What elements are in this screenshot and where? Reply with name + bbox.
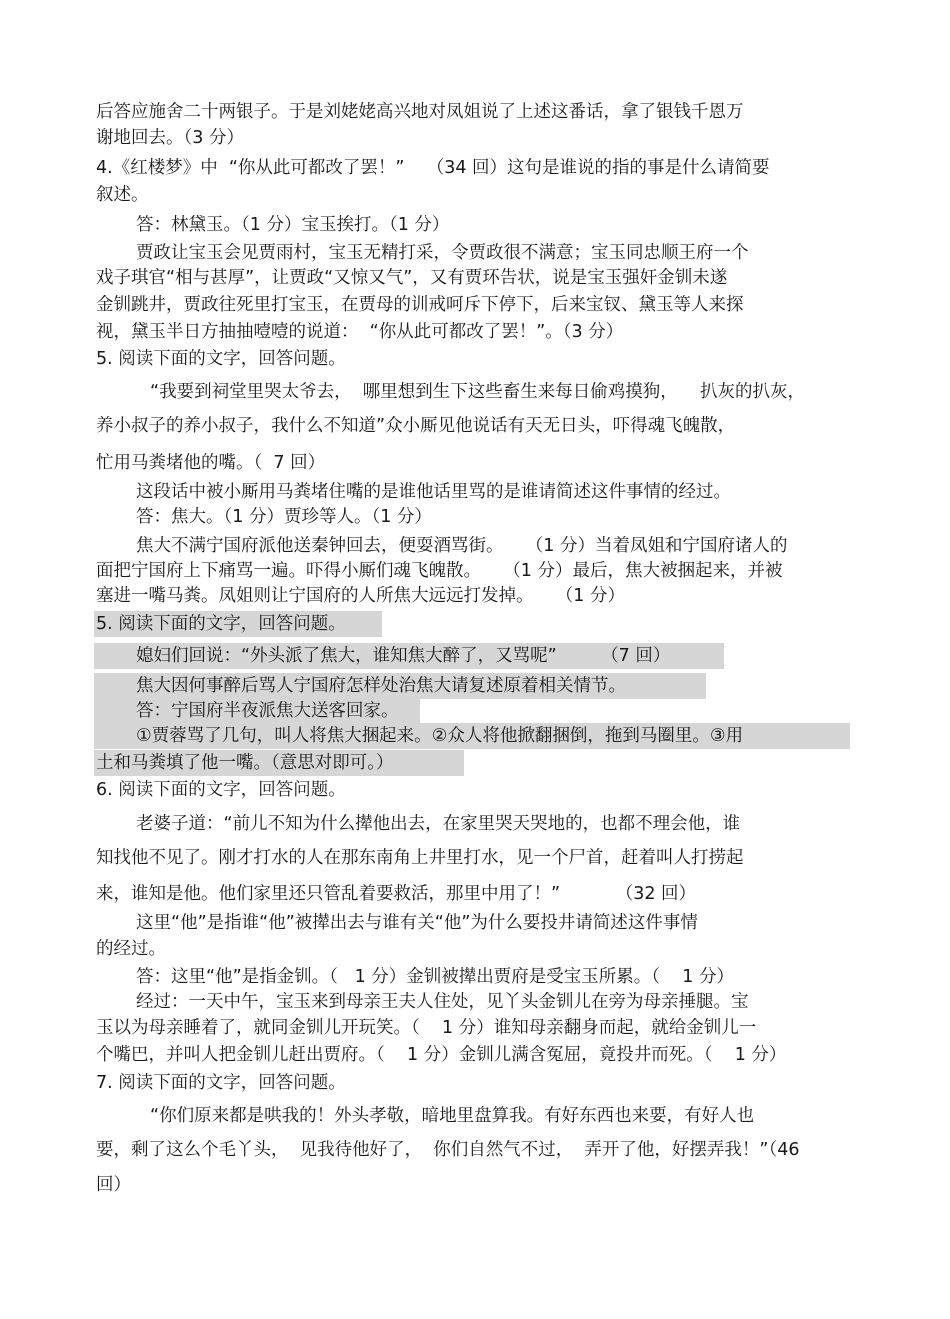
- text-line: 贾政让宝玉会见贾雨村，宝玉无精打采，令贾政很不满意；宝玉同忠顺王府一个: [136, 243, 749, 263]
- quote-line: 老婆子道：“前儿不知为什么撵他出去，在家里哭天哭地的，也都不理会他，谁: [136, 814, 741, 834]
- quote-line: 要，剩了这么个毛丫头， 见我待他好了， 你们自然气不过， 弄开了他，好摆弄我！”（46: [96, 1140, 800, 1160]
- text-line: 谢地回去。（3 分）: [96, 128, 244, 148]
- text-line: 面把宁国府上下痛骂一遍。吓得小厮们魂飞魄散。 （1 分）最后，焦大被捆起来，并被: [96, 561, 783, 581]
- quote-line: 回）: [96, 1175, 131, 1195]
- quote-line: 养小叔子的养小叔子，我什么不知道”众小厮见他说话有天无日头，吓得魂飞魄散，: [96, 416, 736, 436]
- question-heading: 5. 阅读下面的文字，回答问题。: [96, 614, 346, 634]
- text-line: 视，黛玉半日方抽抽噎噎的说道： “你从此可都改了罢！”。（3 分）: [96, 322, 624, 342]
- question-heading: 4.《红楼梦》中 “你从此可都改了罢！” （34 回）这句是谁说的指的事是什么请简要: [96, 158, 770, 178]
- text-line: 玉以为母亲睡着了，就同金钏儿开玩笑。（ 1 分）谁知母亲翻身而起，就给金钏儿一: [96, 1018, 757, 1038]
- text-line: 塞进一嘴马粪。凤姐则让宁国府的人所焦大远远打发掉。 （1 分）: [96, 586, 625, 606]
- quote-line: 媳妇们回说：“外头派了焦大，谁知焦大醉了，又骂呢” （7 回）: [136, 646, 671, 666]
- text-line: 焦大因何事醉后骂人宁国府怎样处治焦大请复述原着相关情节。: [136, 676, 626, 696]
- answer-line: 答：宁国府半夜派焦大送客回家。: [136, 701, 399, 721]
- text-line: 戏子琪官“相与甚厚”，让贾政“又惊又气”，又有贾环告状，说是宝玉强奸金钏未遂: [96, 268, 728, 288]
- question-heading: 6. 阅读下面的文字，回答问题。: [96, 780, 346, 800]
- question-heading: 7. 阅读下面的文字，回答问题。: [96, 1073, 346, 1093]
- text-line: 这段话中被小厮用马粪堵住嘴的是谁他话里骂的是谁请简述这件事情的经过。: [136, 482, 731, 502]
- quote-line: 来，谁知是他。他们家里还只管乱着要救活，那里中用了！” （32 回）: [96, 884, 697, 904]
- text-line: 土和马粪填了他一嘴。（意思对即可。）: [96, 753, 394, 773]
- text-line: 经过：一天中午，宝玉来到母亲王夫人住处，见丫头金钏儿在旁为母亲捶腿。宝: [136, 992, 749, 1012]
- text-line: 金钏跳井，贾政往死里打宝玉，在贾母的训戒呵斥下停下，后来宝钗、黛玉等人来探: [96, 295, 744, 315]
- quote-line: 知找他不见了。刚才打水的人在那东南角上井里打水，见一个尸首，赶着叫人打捞起: [96, 848, 744, 868]
- text-line: 这里“他”是指谁“他”被撵出去与谁有关“他”为什么要投井请简述这件事情: [136, 913, 698, 933]
- quote-line: “你们原来都是哄我的！外头孝敬，暗地里盘算我。有好东西也来要，有好人也: [150, 1106, 755, 1126]
- text-line: 个嘴巴，并叫人把金钏儿赶出贾府。（ 1 分）金钏儿满含冤屈，竟投井而死。（ 1 分）: [96, 1045, 787, 1065]
- answer-line: 答：焦大。（1 分）贾珍等人。（1 分）: [136, 507, 432, 527]
- quote-line: 忙用马粪堵他的嘴。（ 7 回）: [96, 453, 326, 473]
- answer-line: 答：林黛玉。（1 分）宝玉挨打。（1 分）: [136, 215, 450, 235]
- text-line: ①贾蓉骂了几句，叫人将焦大捆起来。②众人将他掀翻捆倒，拖到马圈里。③用: [136, 726, 744, 746]
- text-line: 叙述。: [96, 185, 149, 205]
- text-line: 的经过。: [96, 939, 166, 959]
- quote-line: “我要到祠堂里哭太爷去， 哪里想到生下这些畜生来每日偷鸡摸狗， 扒灰的扒灰，: [150, 382, 805, 402]
- answer-line: 答：这里“他”是指金钏。（ 1 分）金钏被撵出贾府是受宝玉所累。（ 1 分）: [136, 967, 734, 987]
- question-heading: 5. 阅读下面的文字，回答问题。: [96, 349, 346, 369]
- text-line: 焦大不满宁国府派他送秦钟回去，便耍酒骂街。 （1 分）当着凤姐和宁国府诸人的: [136, 536, 788, 556]
- text-line: 后答应施舍二十两银子。于是刘姥姥高兴地对凤姐说了上述这番话，拿了银钱千恩万: [96, 102, 744, 122]
